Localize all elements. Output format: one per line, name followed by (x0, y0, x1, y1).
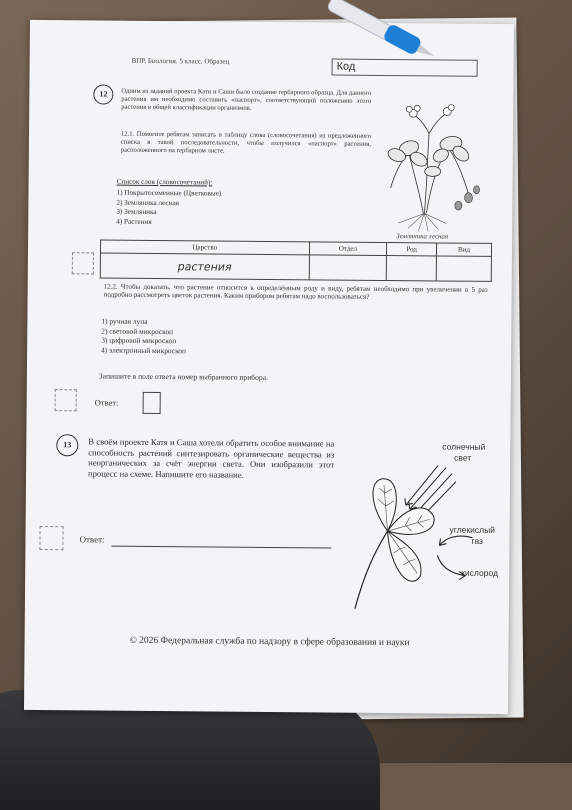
strawberry-plant-illustration (368, 93, 489, 234)
answer-cell-species[interactable] (436, 256, 491, 281)
word-list (116, 189, 221, 228)
label-co2-2: газ (471, 535, 483, 546)
word-list-item: 2) Земляника лесная (116, 198, 180, 207)
instrument-options (101, 317, 186, 356)
answer-cell-kingdom[interactable]: растения (100, 253, 309, 280)
q12-1-task: 12.1. Помогите ребятам записать в таблицу слова (словосочетания) из предложенного списка в такой последовательности, чтобы получился «паспорт» растения, расположенного на гербарном листе. (120, 130, 372, 155)
label-sunlight-1: солнечный (442, 441, 486, 452)
worksheet-page (24, 20, 514, 714)
answer-line-13[interactable] (111, 546, 331, 549)
label-o2: кислород (461, 567, 498, 578)
question-13-number: 13 (56, 434, 78, 456)
score-box-12-1[interactable] (72, 252, 94, 274)
option-item: 4) электронный микроскоп (101, 345, 187, 355)
q13-text: В своём проекте Катя и Саша хотели обратить особое внимание на способность растений синтезировать органические вещества из неорганических за счёт энергии света. Они изобразили этот процесс на схеме. Напишите его название. (88, 436, 335, 480)
table-header-division: Отдел (309, 242, 387, 256)
label-sunlight-2: свет (454, 452, 472, 463)
word-list-item: 3) Земляника (116, 207, 157, 217)
code-field[interactable]: Код (332, 59, 478, 77)
label-co2-1: углекислый (449, 524, 496, 535)
word-list-item: 1) Покрытосеменные (Цветковые) (116, 188, 222, 198)
option-item: 1) ручная лупа (101, 316, 148, 326)
score-box-13[interactable] (39, 526, 63, 550)
answer-cell-genus[interactable] (386, 256, 436, 281)
word-list-title: Список слов (словосочетаний): (116, 177, 213, 187)
option-item: 2) световой микроскоп (101, 326, 174, 336)
answer-cell-division[interactable] (309, 255, 387, 281)
score-box-12-2[interactable] (55, 389, 77, 411)
answer-label-12: Ответ: (94, 397, 119, 408)
answer-box-12-2[interactable] (143, 392, 161, 414)
classification-table (100, 240, 492, 282)
answer-label-13: Ответ: (79, 534, 105, 545)
exam-title: ВПР. Биология. 5 класс. Образец (131, 56, 230, 66)
table-header-species: Вид (437, 243, 492, 256)
q12-2-instruction: Запишите в поле ответа номер выбранного прибора. (98, 371, 269, 382)
copyright-footer: © 2026 Федеральная служба по надзору в сфере образования и науки (129, 635, 410, 649)
word-list-item: 4) Растения (116, 217, 152, 226)
option-item: 3) цифровой микроскоп (101, 335, 177, 346)
plant-caption: Земляника лесная (396, 232, 449, 241)
q12-2-task: 12.2. Чтобы доказать, что растение относится к определённым роду и виду, ребятам необходимо при увеличении в 5 раз подробно рассмотреть цветок растения. Каким прибором ребятам надо воспользоваться? (103, 282, 488, 301)
table-header-genus: Род (387, 243, 437, 256)
table-header-kingdom: Царство (100, 240, 309, 255)
question-12-number: 12 (93, 84, 113, 104)
gas-exchange-arrows (427, 531, 477, 586)
q12-intro: Одним из заданий проекта Кати и Саши было создание гербарного образца. Для данного растения им необходимо составить «паспорт», соответствующий положению этого растения в общей классификации организмов. (121, 87, 372, 112)
